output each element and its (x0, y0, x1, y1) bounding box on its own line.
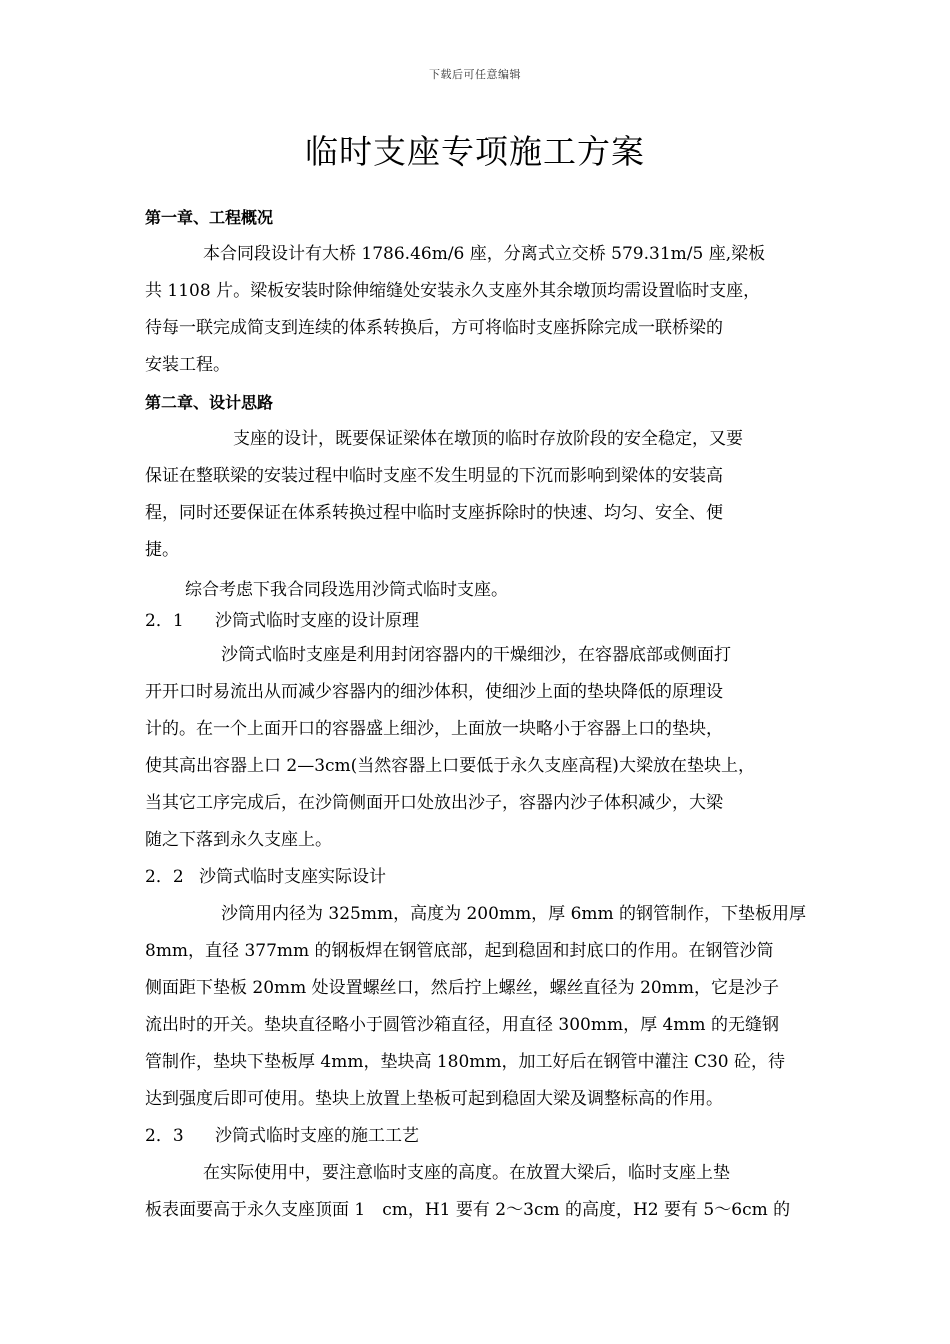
section22-line: 侧面距下垫板 20mm 处设置螺丝口，然后拧上螺丝，螺丝直径为 20mm，它是沙子 (145, 978, 779, 998)
chapter1-heading: 第一章、工程概况 (145, 208, 274, 227)
section23-line: 在实际使用中，要注意临时支座的高度。在放置大梁后，临时支座上垫 (203, 1163, 730, 1183)
section23-line: 板表面要高于永久支座顶面 1 cm，H1 要有 2～3cm 的高度，H2 要有 5～6cm 的 (145, 1200, 791, 1220)
chapter1-line: 安装工程。 (145, 355, 230, 375)
section23-heading (145, 1118, 810, 1155)
chapter2-heading: 第二章、设计思路 (145, 393, 274, 412)
section21-line: 当其它工序完成后，在沙筒侧面开口处放出沙子，容器内沙子体积减少，大梁 (145, 793, 723, 813)
document-title: 临时支座专项施工方案 (305, 132, 645, 171)
section22-line: 沙筒用内径为 325mm，高度为 200mm，厚 6mm 的钢管制作，下垫板用厚 (221, 904, 807, 924)
chapter2-line: 支座的设计，既要保证梁体在墩顶的临时存放阶段的安全稳定，又要 (233, 429, 743, 449)
section23-number: 2．3 (145, 1126, 184, 1146)
chapter2-summary: 综合考虑下我合同段选用沙筒式临时支座。 (185, 580, 508, 600)
section21-line: 沙筒式临时支座是利用封闭容器内的干燥细沙，在容器底部或侧面打 (221, 645, 731, 665)
section22-line: 管制作，垫块下垫板厚 4mm，垫块高 180mm，加工好后在钢管中灌注 C30 砼，待 (145, 1052, 785, 1072)
document-body (145, 199, 810, 1229)
section21-line: 计的。在一个上面开口的容器盛上细沙，上面放一块略小于容器上口的垫块， (145, 719, 723, 739)
section22-title: 沙筒式临时支座实际设计 (199, 867, 386, 887)
chapter1-line: 待每一联完成简支到连续的体系转换后，方可将临时支座拆除完成一联桥梁的 (145, 318, 723, 338)
section21-line: 随之下落到永久支座上。 (145, 830, 332, 850)
section22-line: 流出时的开关。垫块直径略小于圆管沙箱直径，用直径 300mm，厚 4mm 的无缝钢 (145, 1015, 779, 1035)
chapter1-line: 共 1108 片。梁板安装时除伸缩缝处安装永久支座外其余墩顶均需设置临时支座， (145, 281, 761, 301)
section21-heading (145, 606, 810, 637)
section21-title: 沙筒式临时支座的设计原理 (215, 611, 419, 631)
header-note: 下载后可任意编辑 (429, 68, 521, 81)
section22-line: 达到强度后即可使用。垫块上放置上垫板可起到稳固大梁及调整标高的作用。 (145, 1089, 723, 1109)
section22-heading (145, 859, 810, 896)
chapter2-line: 程，同时还要保证在体系转换过程中临时支座拆除时的快速、均匀、安全、便 (145, 503, 723, 523)
chapter2-line: 保证在整联梁的安装过程中临时支座不发生明显的下沉而影响到梁体的安装高 (145, 466, 723, 486)
section22-number: 2．2 (145, 867, 184, 887)
section23-title: 沙筒式临时支座的施工工艺 (215, 1126, 419, 1146)
section21-line: 开开口时易流出从而减少容器内的细沙体积，使细沙上面的垫块降低的原理设 (145, 682, 723, 702)
chapter2-line: 捷。 (145, 540, 179, 560)
section21-number: 2．1 (145, 611, 184, 631)
section22-line: 8mm，直径 377mm 的钢板焊在钢管底部，起到稳固和封底口的作用。在钢管沙筒 (145, 941, 774, 961)
section21-line: 使其高出容器上口 2—3cm(当然容器上口要低于永久支座高程)大梁放在垫块上， (145, 756, 755, 776)
chapter1-line: 本合同段设计有大桥 1786.46m/6 座，分离式立交桥 579.31m/5 座,梁板 (203, 244, 766, 264)
